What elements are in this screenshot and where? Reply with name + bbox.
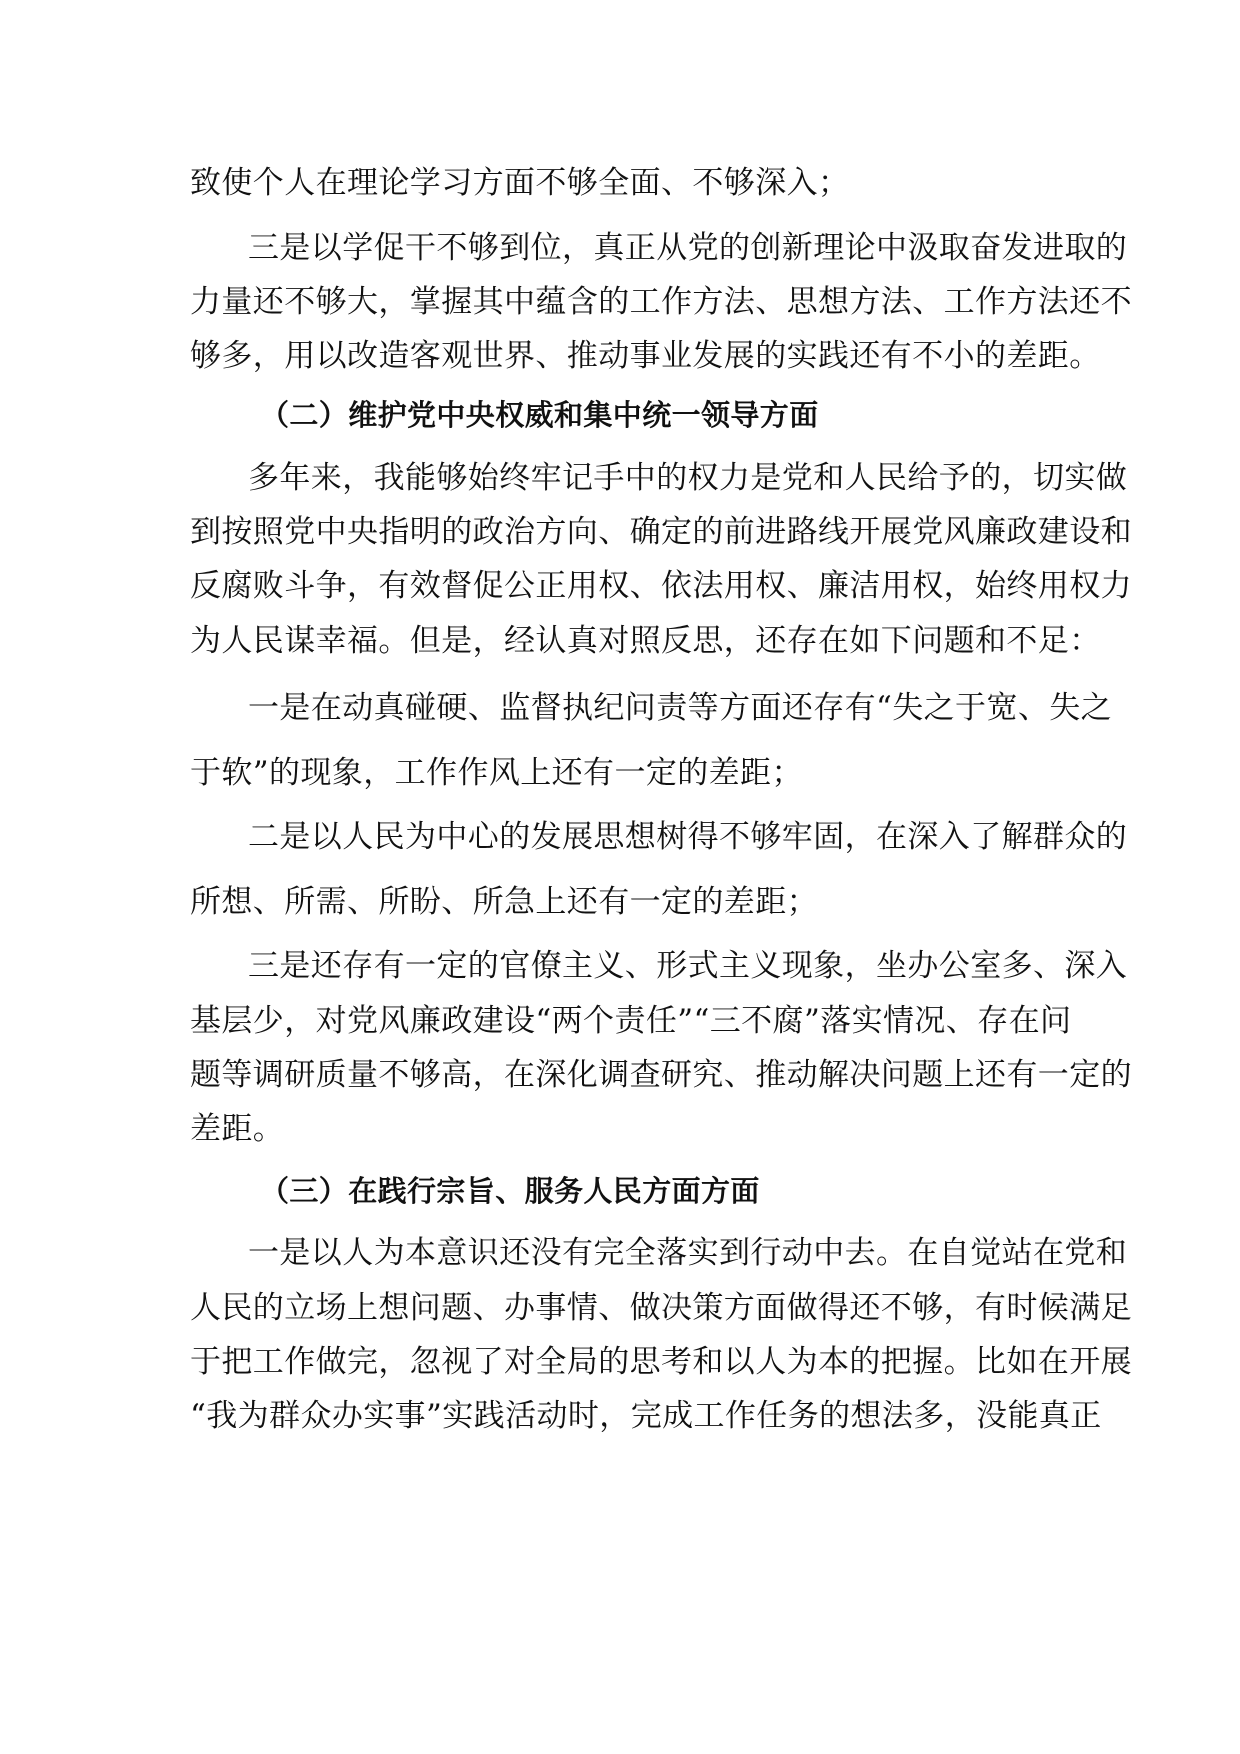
paragraph-line: 力量还不够大，掌握其中蕴含的工作方法、思想方法、工作方法还不 <box>190 284 1132 320</box>
paragraph-line: 人民的立场上想问题、办事情、做决策方面做得还不够，有时候满足 <box>190 1290 1132 1326</box>
paragraph-line: 一是以人为本意识还没有完全落实到行动中去。在自觉站在党和 <box>248 1235 1128 1271</box>
paragraph-line: 题等调研质量不够高，在深化调查研究、推动解决问题上还有一定的 <box>190 1057 1132 1093</box>
paragraph-line: 二是以人民为中心的发展思想树得不够牢固，在深入了解群众的 <box>248 819 1128 855</box>
paragraph-line: “我为群众办实事”实践活动时，完成工作任务的想法多，没能真正 <box>190 1398 1102 1434</box>
paragraph-line: 三是还存有一定的官僚主义、形式主义现象，坐办公室多、深入 <box>248 948 1128 984</box>
paragraph-line: 为人民谋幸福。但是，经认真对照反思，还存在如下问题和不足： <box>190 623 1101 659</box>
paragraph-line: 三是以学促干不够到位，真正从党的创新理论中汲取奋发进取的 <box>248 230 1128 266</box>
paragraph-line: 差距。 <box>190 1111 285 1147</box>
paragraph-line: 够多，用以改造客观世界、推动事业发展的实践还有不小的差距。 <box>190 338 1101 374</box>
paragraph-line: 反腐败斗争，有效督促公正用权、依法用权、廉洁用权，始终用权力 <box>190 568 1132 604</box>
section-heading: （三）在践行宗旨、服务人民方面方面 <box>260 1174 760 1208</box>
paragraph-line: 于软”的现象，工作作风上还有一定的差距； <box>190 755 803 791</box>
paragraph-line: 基层少，对党风廉政建设“两个责任”“三不腐”落实情况、存在问 <box>190 1003 1072 1039</box>
paragraph-line: 致使个人在理论学习方面不够全面、不够深入； <box>190 165 850 201</box>
paragraph-line: 多年来，我能够始终牢记手中的权力是党和人民给予的，切实做 <box>248 460 1128 496</box>
paragraph-line: 到按照党中央指明的政治方向、确定的前进路线开展党风廉政建设和 <box>190 514 1132 550</box>
paragraph-line: 一是在动真碰硬、监督执纪问责等方面还存有“失之于宽、失之 <box>248 690 1113 726</box>
paragraph-line: 所想、所需、所盼、所急上还有一定的差距； <box>190 884 818 920</box>
paragraph-line: 于把工作做完，忽视了对全局的思考和以人为本的把握。比如在开展 <box>190 1344 1132 1380</box>
section-heading: （二）维护党中央权威和集中统一领导方面 <box>260 398 819 432</box>
